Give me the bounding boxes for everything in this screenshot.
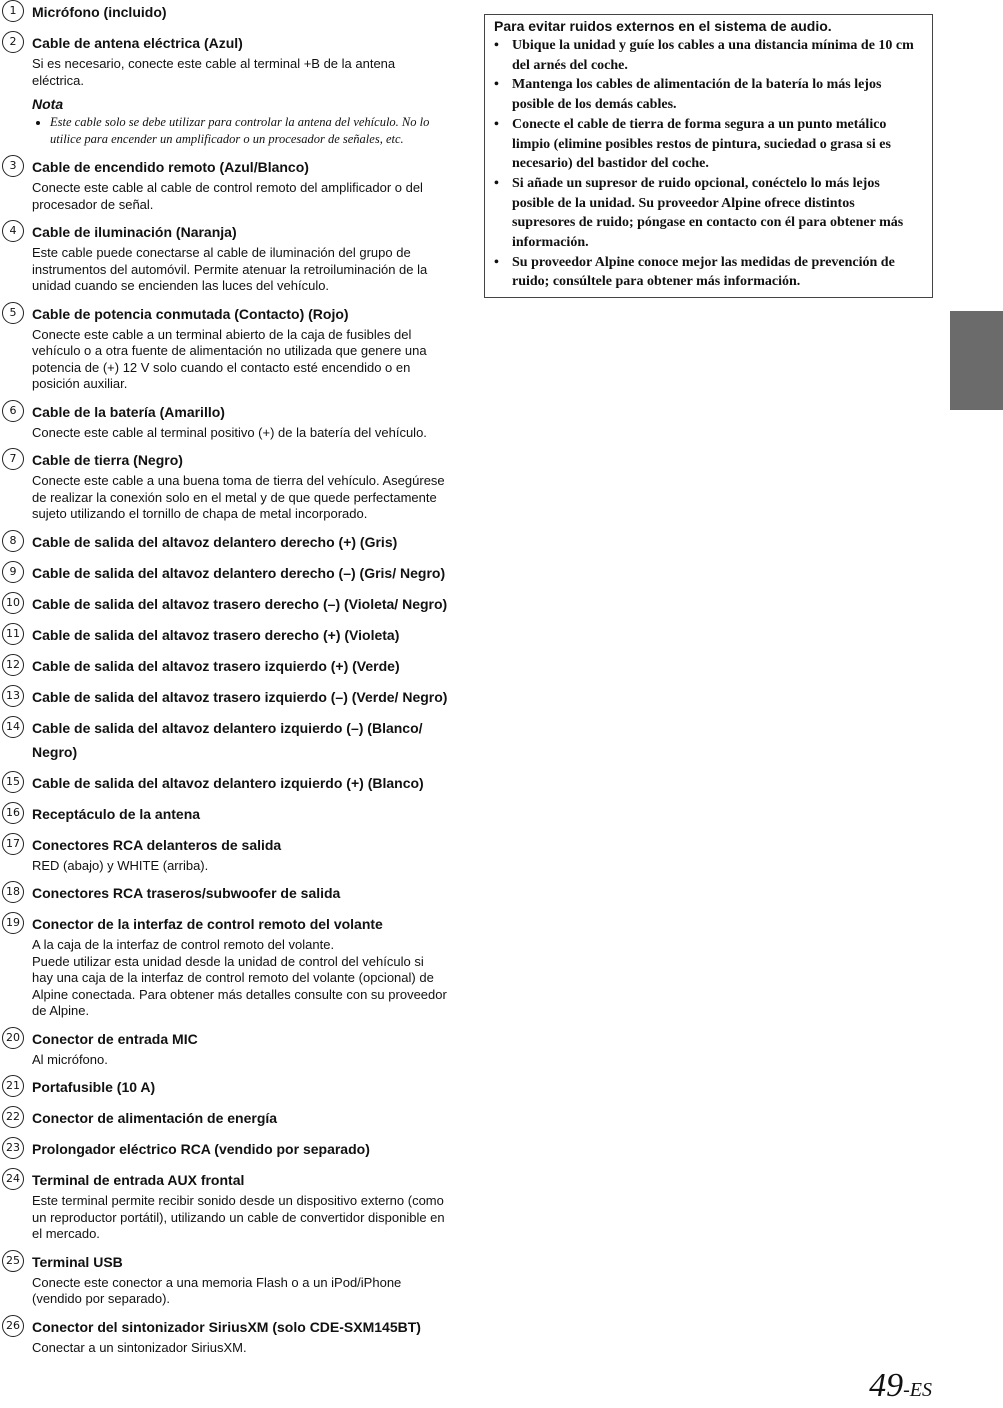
item-title: Cable de salida del altavoz trasero izquierdo (–) (Verde/ Negro) bbox=[32, 688, 448, 705]
item-title: Cable de salida del altavoz delantero derecho (–) (Gris/ Negro) bbox=[32, 564, 446, 581]
item-number-badge: 5 bbox=[2, 302, 24, 324]
note-text: • Este cable solo se debe utilizar para controlar la antena del vehículo. No lo utilice para encender un amplificador o un procesador de señales, etc. bbox=[50, 114, 448, 148]
item-title: Cable de tierra (Negro) bbox=[32, 452, 183, 468]
list-item bbox=[2, 302, 448, 393]
item-description: A la caja de la interfaz de control remoto del volante. Puede utilizar esta unidad desde la unidad de control del vehículo si hay una caja de la interfaz de control remoto del volante (opcional) de Alpine conectada. Para obtener más detalles consulte con su proveedor de Alpine. bbox=[32, 937, 447, 1018]
item-number-badge: 23 bbox=[2, 1137, 24, 1159]
noise-tip: • Ubique la unidad y guíe los cables a una distancia mínima de 10 cm del arnés del coche. bbox=[494, 36, 920, 75]
item-number-badge: 15 bbox=[2, 771, 24, 793]
item-title: Conector de alimentación de energía bbox=[32, 1110, 278, 1126]
item-title: Terminal de entrada AUX frontal bbox=[32, 1172, 245, 1188]
item-title: Cable de salida del altavoz trasero izquierdo (+) (Verde) bbox=[32, 657, 400, 674]
list-item bbox=[2, 530, 448, 554]
list-item bbox=[2, 654, 448, 678]
item-number-badge: 14 bbox=[2, 716, 24, 738]
item-number-badge: 12 bbox=[2, 654, 24, 676]
noise-box-title: Para evitar ruidos externos en el sistema de audio. bbox=[494, 18, 832, 34]
item-title: Micrófono (incluido) bbox=[32, 4, 167, 20]
item-number-badge: 22 bbox=[2, 1106, 24, 1128]
item-description: RED (abajo) y WHITE (arriba). bbox=[32, 857, 209, 873]
item-number-badge: 10 bbox=[2, 592, 24, 614]
item-title: Conectores RCA traseros/subwoofer de salida bbox=[32, 885, 341, 901]
item-number-badge: 7 bbox=[2, 448, 24, 470]
note-list bbox=[32, 114, 448, 148]
item-title: Cable de potencia conmutada (Contacto) (Rojo) bbox=[32, 305, 349, 322]
item-number-badge: 16 bbox=[2, 802, 24, 824]
item-title: Conector de la interfaz de control remoto del volante bbox=[32, 916, 383, 932]
list-item bbox=[2, 912, 448, 1020]
list-item bbox=[2, 1106, 448, 1130]
item-description: Este cable puede conectarse al cable de iluminación del grupo de instrumentos del automóvil. Permite atenuar la retroiluminación de la unidad cuando se encienden las luces del vehículo. bbox=[32, 245, 428, 293]
item-title: Cable de salida del altavoz delantero izquierdo (–) (Blanco/ Negro) bbox=[32, 719, 423, 760]
note-heading: Nota bbox=[32, 96, 64, 112]
item-number-badge: 21 bbox=[2, 1075, 24, 1097]
noise-box-list bbox=[494, 36, 920, 292]
item-title: Receptáculo de la antena bbox=[32, 805, 201, 822]
item-title: Cable de iluminación (Naranja) bbox=[32, 224, 237, 240]
page-number-value: 49 bbox=[869, 1367, 904, 1404]
page-number bbox=[869, 1368, 932, 1408]
item-description: Conecte este cable a una buena toma de tierra del vehículo. Asegúrese de realizar la conexión solo en el metal y de que quede perfectamente sujeto utilizando el tornillo de chapa de metal incorporado. bbox=[32, 473, 445, 521]
list-item bbox=[2, 802, 448, 826]
item-title: Conectores RCA delanteros de salida bbox=[32, 836, 282, 853]
page-language-suffix: -ES bbox=[903, 1379, 932, 1401]
item-description: Conecte este cable al cable de control remoto del amplificador o del procesador de señal. bbox=[32, 180, 423, 212]
list-item bbox=[2, 1137, 448, 1161]
connection-items-list bbox=[2, 0, 448, 1356]
list-item bbox=[2, 623, 448, 647]
item-title: Cable de salida del altavoz trasero derecho (–) (Violeta/ Negro) bbox=[32, 595, 448, 612]
item-title: Cable de encendido remoto (Azul/Blanco) bbox=[32, 159, 309, 175]
noise-tip: • Conecte el cable de tierra de forma segura a un punto metálico limpio (elimine posibles restos de pintura, suciedad o grasa si es necesario) del bastidor del coche. bbox=[494, 115, 920, 174]
item-number-badge: 8 bbox=[2, 530, 24, 552]
list-item bbox=[2, 1027, 448, 1069]
item-number-badge: 3 bbox=[2, 155, 24, 177]
list-item bbox=[2, 1168, 448, 1243]
item-title: Cable de la batería (Amarillo) bbox=[32, 403, 225, 420]
list-item bbox=[2, 220, 448, 295]
item-number-badge: 13 bbox=[2, 685, 24, 707]
item-title: Conector del sintonizador SiriusXM (solo CDE-SXM145BT) bbox=[32, 1318, 421, 1335]
list-item bbox=[2, 1315, 448, 1357]
item-number-badge: 1 bbox=[2, 0, 24, 22]
noise-tip: • Mantenga los cables de alimentación de la batería lo más lejos posible de los demás cables. bbox=[494, 75, 920, 114]
list-item bbox=[2, 716, 448, 764]
noise-tip: • Si añade un supresor de ruido opcional, conéctelo lo más lejos posible de la unidad. Su proveedor Alpine ofrece distintos supresores de ruido; póngase en contacto con él para obtener más información. bbox=[494, 174, 920, 253]
item-description: Conecte este cable a un terminal abierto de la caja de fusibles del vehículo o a otra fuente de alimentación no utilizada que genere una potencia de (+) 12 V solo cuando el contacto esté encendido o en posición auxiliar. bbox=[32, 326, 427, 391]
list-item bbox=[2, 0, 448, 24]
item-number-badge: 17 bbox=[2, 833, 24, 855]
noise-prevention-box bbox=[484, 14, 933, 298]
item-number-badge: 26 bbox=[2, 1315, 24, 1337]
item-title: Cable de salida del altavoz trasero derecho (+) (Violeta) bbox=[32, 626, 400, 643]
item-number-badge: 24 bbox=[2, 1168, 24, 1190]
item-description: Conecte este conector a una memoria Flash o a un iPod/iPhone (vendido por separado). bbox=[32, 1274, 402, 1306]
item-number-badge: 25 bbox=[2, 1250, 24, 1272]
list-item bbox=[2, 400, 448, 442]
list-item bbox=[2, 685, 448, 709]
list-item bbox=[2, 561, 448, 585]
item-description: Conecte este cable al terminal positivo (+) de la batería del vehículo. bbox=[32, 424, 427, 440]
item-title: Terminal USB bbox=[32, 1253, 123, 1270]
list-item bbox=[2, 1250, 448, 1308]
list-item bbox=[2, 881, 448, 905]
item-title: Cable de antena eléctrica (Azul) bbox=[32, 35, 243, 51]
list-item bbox=[2, 592, 448, 616]
list-item bbox=[2, 771, 448, 795]
item-number-badge: 18 bbox=[2, 881, 24, 903]
item-number-badge: 19 bbox=[2, 912, 24, 934]
list-item bbox=[2, 31, 448, 148]
item-description: Si es necesario, conecte este cable al terminal +B de la antena eléctrica. bbox=[32, 56, 396, 88]
item-number-badge: 11 bbox=[2, 623, 24, 645]
item-description: Al micrófono. bbox=[32, 1051, 108, 1067]
list-item bbox=[2, 833, 448, 875]
item-description: Conectar a un sintonizador SiriusXM. bbox=[32, 1339, 247, 1355]
item-number-badge: 4 bbox=[2, 220, 24, 242]
item-number-badge: 9 bbox=[2, 561, 24, 583]
list-item bbox=[2, 448, 448, 523]
item-title: Cable de salida del altavoz delantero derecho (+) (Gris) bbox=[32, 533, 398, 550]
item-title: Prolongador eléctrico RCA (vendido por separado) bbox=[32, 1141, 370, 1157]
item-number-badge: 20 bbox=[2, 1027, 24, 1049]
item-number-badge: 2 bbox=[2, 31, 24, 53]
item-title: Cable de salida del altavoz delantero izquierdo (+) (Blanco) bbox=[32, 774, 424, 791]
item-description: Este terminal permite recibir sonido desde un dispositivo externo (como un reproductor portátil), utilizando un cable de convertidor disponible en el mercado. bbox=[32, 1193, 445, 1241]
item-number-badge: 6 bbox=[2, 400, 24, 422]
section-side-tab bbox=[950, 311, 1003, 410]
item-title: Portafusible (10 A) bbox=[32, 1079, 156, 1095]
list-item bbox=[2, 1075, 448, 1099]
list-item bbox=[2, 155, 448, 213]
item-title: Conector de entrada MIC bbox=[32, 1030, 198, 1047]
noise-tip: • Su proveedor Alpine conoce mejor las medidas de prevención de ruido; consúltele para obtener más información. bbox=[494, 253, 920, 292]
